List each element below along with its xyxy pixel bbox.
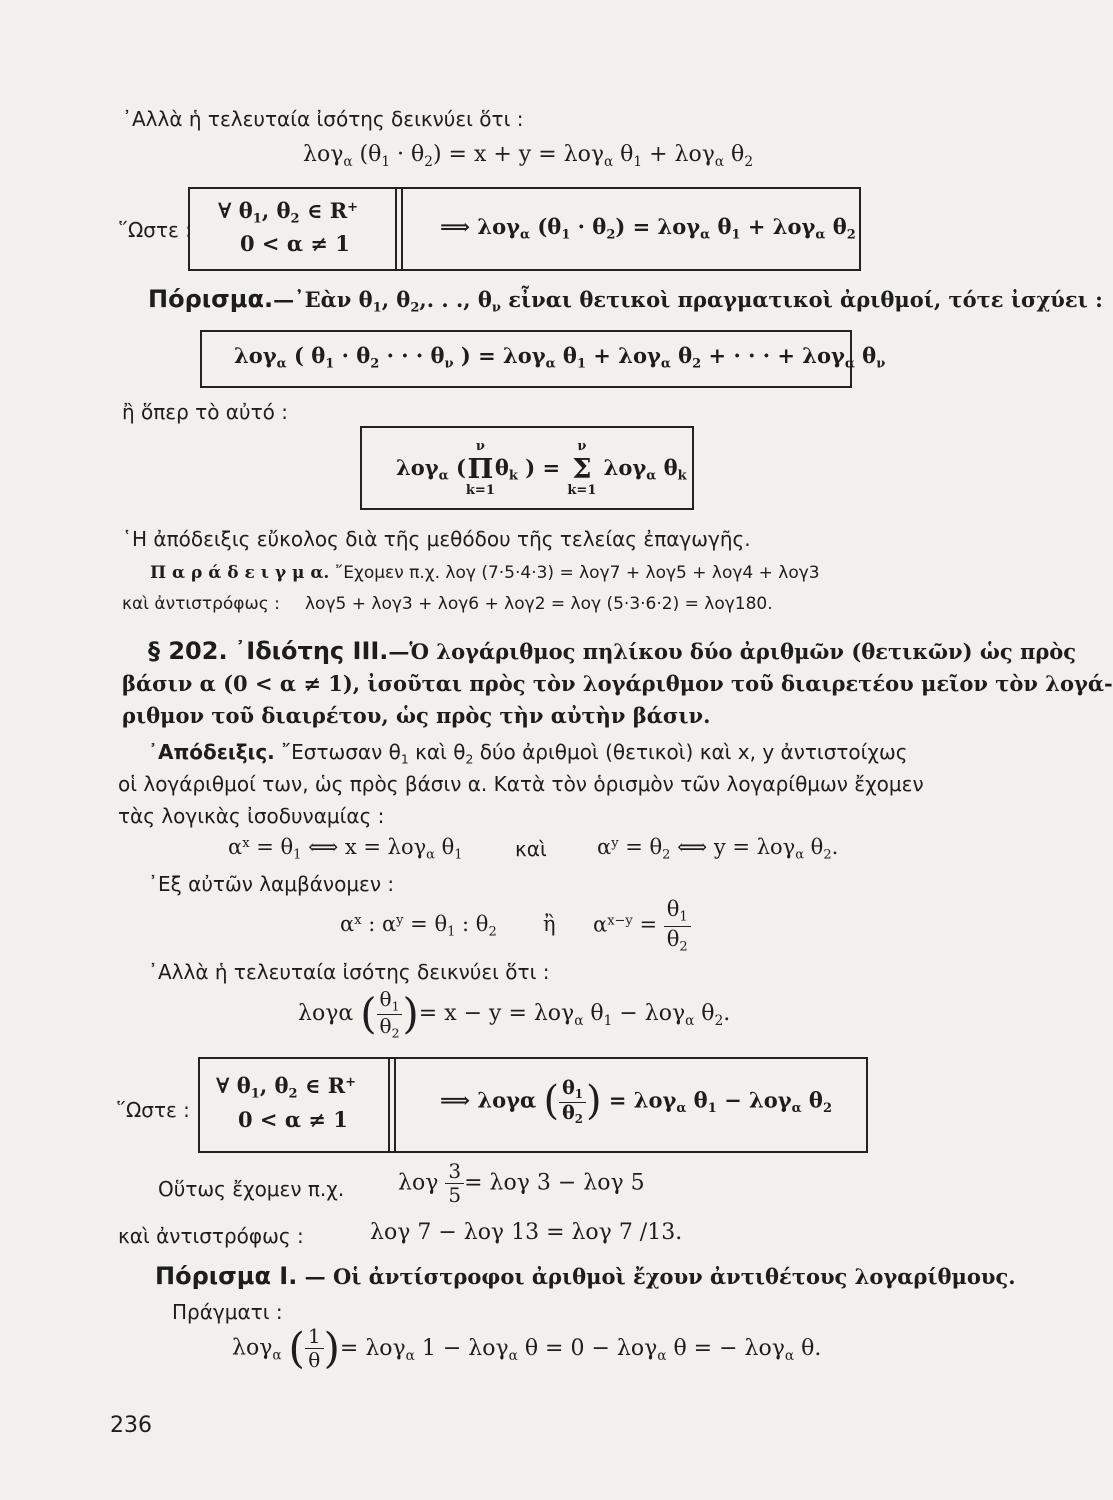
equivalence-2: $\alpha^y = \theta_2$ ⟺ y = λογ$_\alpha$ $\theta_2$. xyxy=(597,835,839,863)
same-thing-label: ἢ ὅπερ τὸ αὐτό : xyxy=(122,400,288,424)
equivalence-1: $\alpha^x = \theta_1$ ⟺ x = λογ$_\alpha$ $\theta_1$ xyxy=(228,835,463,863)
final-equation: λογ$_\alpha$ ( $\frac{1}{\theta}$ )= λογ$_\alpha$ 1 − λογ$_\alpha$ θ = 0 − λογ$_\alpha$ θ = − λογ$_\alpha$ θ. xyxy=(232,1323,822,1373)
example-line xyxy=(150,563,820,583)
proof-line1 xyxy=(148,740,907,766)
example-converse-label: καὶ ἀντιστρόφως : xyxy=(122,594,280,614)
example-text: ῎Εχομεν π.χ. λογ (7·5·4·3) = λογ7 + λογ5 + λογ4 + λογ3 xyxy=(334,563,820,583)
box-divider xyxy=(394,1057,396,1151)
example-quotient: λογ $\frac{3}{5}$ = λογ 3 − λογ 5 xyxy=(398,1159,645,1207)
proof-line2: οἱ λογάριθμοί των, ὡς πρὸς βάσιν α. Κατὰ τὸν ὁρισμὸν τῶν λογαρίθμων ἔχομεν xyxy=(118,772,924,796)
equation-product: λογ$_\alpha$ $(\theta_1 \cdot \theta_2) = x + y = \lambda o\gamma_\alpha$ $\theta_1 + \lambda o\gamma_\alpha$ $\theta_2$ xyxy=(303,142,753,170)
wste-label: ῞Ωστε : xyxy=(118,218,192,242)
wste-label-2-text: ῞Ωστε : xyxy=(116,1098,190,1122)
condition-positive: ∀ $\theta_1$, $\theta_2$ ∈ R+ xyxy=(218,198,359,227)
intro-line: ᾿Αλλὰ ἡ τελευταία ἰσότης δεικνύει ὅτι : xyxy=(122,107,524,131)
thus-label: Οὕτως ἔχομεν π.χ. xyxy=(158,1177,345,1201)
corollary-line xyxy=(148,285,1103,316)
example-converse-text: λογ5 + λογ3 + λογ6 + λογ2 = λογ (5·3·6·2) = λογ180. xyxy=(305,594,773,614)
corollary-1-text: — Οἱ ἀντίστροφοι ἀριθμοὶ ἔχουν ἀντιθέτους λογαρίθμους. xyxy=(297,1264,1016,1289)
box-divider xyxy=(388,1057,390,1151)
corollary-1-heading: Πόρισμα Ι. xyxy=(155,1262,298,1290)
indeed-label: Πράγματι : xyxy=(172,1300,283,1324)
quotient-implication: ⟹ λογα ( $\frac{\theta_1}{\theta_2}$ ) = λογ$_\alpha$ $\theta_1 - \lambda o\gamma_\alpha$ $\theta_2$ xyxy=(440,1077,832,1126)
box-divider xyxy=(401,187,403,269)
general-product-formula: λογ$_\alpha$ ( $\theta_1 \cdot \theta_2$ · · · $\theta_\nu$ ) = λογ$_\alpha$ $\theta_1 + \lambda o\gamma_\alpha$ $\theta_2$ + · · · + λογ$_\alpha$ $\theta_\nu$ xyxy=(234,343,886,372)
converse-label: καὶ ἀντιστρόφως : xyxy=(118,1224,304,1248)
condition-base-2: 0 < α ≠ 1 xyxy=(238,1107,348,1132)
or-word: ἢ xyxy=(543,912,556,936)
section-title: ᾿Ιδιότης ΙΙΙ. xyxy=(234,637,389,665)
quotient-rhs: = x − y = λογ$_\alpha$ $\theta_1 - \lambda o\gamma_\alpha$ $\theta_2$. xyxy=(418,1001,731,1029)
section-text: —Ὁ λογάριθμος πηλίκου δύο ἀριθμῶν (θετικῶν) ὡς πρὸς xyxy=(388,639,1077,664)
corollary-heading: Πόρισμα. xyxy=(148,285,274,313)
corollary-1-line xyxy=(155,1262,1016,1290)
proof-easy-line: ῾Η ἀπόδειξις εὔκολος διὰ τῆς μεθόδου τῆς τελείας ἐπαγωγῆς. xyxy=(122,527,751,551)
section-number: § 202. xyxy=(148,637,228,665)
proof-line3: τὰς λογικὰς ἰσοδυναμίας : xyxy=(118,804,385,828)
condition-positive-2: ∀ $\theta_1$, $\theta_2$ ∈ R+ xyxy=(216,1073,357,1102)
example-heading: Π α ρ ά δ ε ι γ μ α. xyxy=(150,563,330,583)
corollary-text: —᾿Εὰν $\theta_1$, $\theta_2$,. . ., $\theta_\nu$ εἶναι θετικοὶ πραγματικοὶ ἀριθμοί, τότε ἰσχύει : xyxy=(273,287,1103,316)
section-202-line3: ριθμον τοῦ διαιρέτου, ὡς πρὸς τὴν αὐτὴν βάσιν. xyxy=(122,703,711,728)
sum-product-formula: λογ$_\alpha$ ( ν Π k=1 $\theta_k$ ) = ν Σ k=1 λογ$_\alpha$ $\theta_k$ xyxy=(396,439,687,499)
proof-heading: ᾿Απόδειξις. xyxy=(148,740,275,764)
condition-base: 0 < α ≠ 1 xyxy=(240,231,350,256)
page-number: 236 xyxy=(110,1413,152,1438)
ratio-equation-2: $\alpha^{x-y}$ = $\frac{\theta_1}{\theta_2}$ xyxy=(593,897,691,955)
from-these-line: ᾿Εξ αὐτῶν λαμβάνομεν : xyxy=(148,872,395,896)
and-word: καὶ xyxy=(515,837,547,861)
section-202-line1 xyxy=(148,637,1076,665)
quotient-equation: λογα ( $\frac{\theta_1}{\theta_2}$ )= x − y = λογ$_\alpha$ $\theta_1 - \lambda o\gamma_\alpha$ $\theta_2$. xyxy=(298,987,731,1040)
last-equality-line: ᾿Αλλὰ ἡ τελευταία ἰσότης δεικνύει ὅτι : xyxy=(148,960,550,984)
ratio-equation: $\alpha^x$ : $\alpha^y = \theta_1$ : $\theta_2$ xyxy=(340,912,497,940)
proof-text: ῎Εστωσαν $\theta_1$ καὶ $\theta_2$ δύο ἀριθμοὶ (θετικοὶ) καὶ x, y ἀντιστοίχως xyxy=(274,740,908,767)
section-202-line2: βάσιν α (0 < α ≠ 1), ἰσοῦται πρὸς τὸν λογάριθμον τοῦ διαιρετέου μεῖον τὸν λογά- xyxy=(122,671,1113,696)
box-divider xyxy=(395,187,397,269)
implication-result: ⟹ λογ$_\alpha$ $(\theta_1 \cdot \theta_2) = \lambda o\gamma_\alpha$ $\theta_1 + \lambda o\gamma_\alpha$ $\theta_2$ xyxy=(440,214,856,243)
converse-equation: λογ 7 − λογ 13 = λογ 7 /13. xyxy=(370,1220,683,1245)
